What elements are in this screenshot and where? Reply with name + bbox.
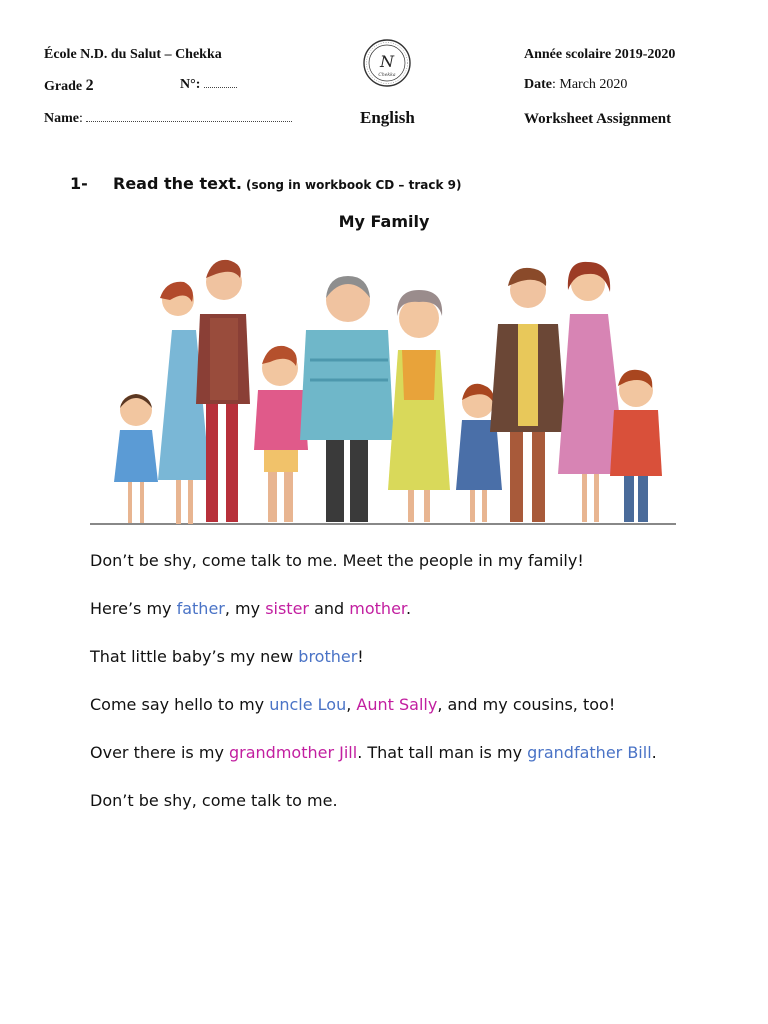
song-text: , my — [224, 599, 266, 618]
grade-label: Grade — [44, 79, 83, 94]
number-field — [180, 77, 237, 93]
song-line-6 — [90, 791, 338, 810]
number-label: N°: — [180, 77, 201, 92]
svg-text:Chekka: Chekka — [378, 73, 396, 78]
song-line-3 — [90, 647, 364, 666]
song-line-1 — [90, 551, 584, 570]
song-text: , — [346, 695, 357, 714]
little-girl-figure — [114, 394, 158, 523]
school-name: École N.D. du Salut – Chekka — [44, 47, 222, 62]
song-text: . — [406, 599, 412, 618]
svg-text:N: N — [380, 52, 394, 71]
song-line-4 — [90, 695, 615, 714]
aunt-figure — [558, 262, 626, 522]
family-word: father — [176, 599, 225, 618]
question-instruction: Read the text — [113, 174, 236, 193]
name-field: Name: — [44, 111, 292, 127]
song-text: Don’t be shy, come talk to me. — [90, 791, 338, 810]
family-illustration — [88, 250, 678, 530]
school-year: Année scolaire 2019-2020 — [524, 47, 676, 62]
family-word: brother — [298, 647, 358, 666]
family-word: grandfather Bill — [527, 743, 652, 762]
family-word: Aunt Sally — [356, 695, 438, 714]
question-note: (song in workbook CD – track 9) — [246, 178, 462, 192]
song-text: . That tall man is my — [357, 743, 528, 762]
family-word: sister — [265, 599, 309, 618]
song-text: Over there is my — [90, 743, 229, 762]
song-text: ! — [357, 647, 364, 666]
song-text: That little baby’s my new — [90, 647, 299, 666]
date-value: : March 2020 — [552, 77, 628, 92]
family-word: uncle Lou — [269, 695, 347, 714]
boy-figure — [254, 346, 308, 522]
assignment-title: Worksheet Assignment — [524, 111, 672, 127]
date-field — [524, 77, 627, 93]
song-text: , and my cousins, too! — [437, 695, 616, 714]
name-label: Name — [44, 111, 79, 126]
grade-value: 2 — [85, 77, 94, 94]
song-text: . — [651, 743, 657, 762]
grandmother-figure — [388, 290, 450, 522]
song-text: and — [309, 599, 350, 618]
question-heading: 1- Read the text. (song in workbook CD – track 9) — [70, 174, 462, 193]
song-text: Here’s my — [90, 599, 177, 618]
song-title: My Family — [338, 212, 430, 231]
subject-title: English — [360, 108, 415, 127]
song-text: Come say hello to my — [90, 695, 270, 714]
song-text: Don’t be shy, come talk to me. Meet the people in my family! — [90, 551, 584, 570]
family-word: grandmother Jill — [229, 743, 358, 762]
song-line-2 — [90, 599, 411, 618]
date-label: Date — [524, 77, 552, 92]
school-seal-logo — [362, 38, 412, 88]
grandfather-figure — [300, 276, 394, 522]
name-blank[interactable] — [86, 120, 292, 122]
number-blank[interactable] — [204, 86, 237, 88]
grade-field — [44, 77, 94, 95]
question-number: 1- — [70, 174, 88, 193]
father-figure — [196, 260, 250, 522]
cousin-boy-figure — [610, 370, 662, 522]
song-line-5 — [90, 743, 657, 762]
family-word: mother — [349, 599, 407, 618]
